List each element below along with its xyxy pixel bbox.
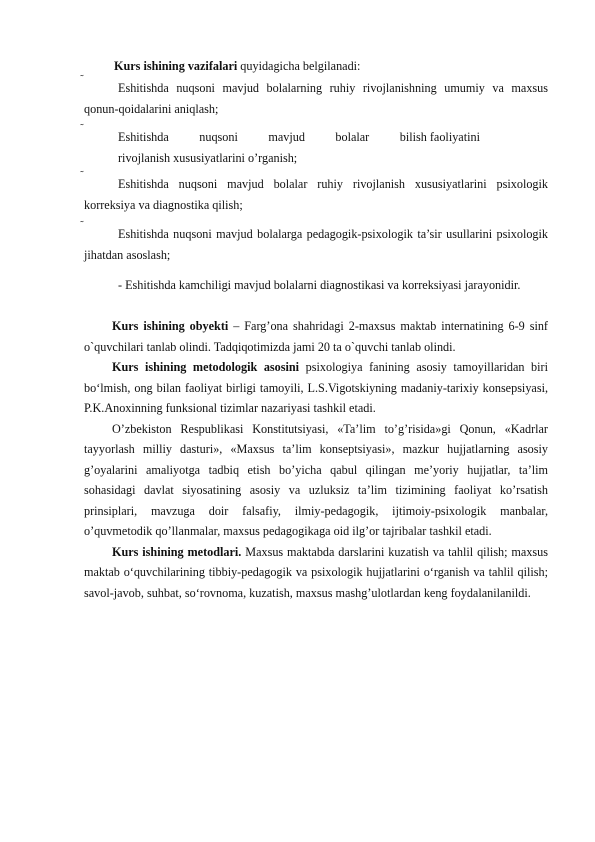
task-text: Eshitishda nuqsoni mavjud bolalarga pedagogik-psixologik ta’sir usullarini psixologik jihatdan asoslash; bbox=[84, 227, 548, 262]
task-text-line2: rivojlanish xususiyatlarini o’rganish; bbox=[118, 150, 298, 165]
paragraph-heading: Kurs ishining metodlari. bbox=[112, 544, 242, 559]
task-item-2 bbox=[80, 122, 548, 168]
task-item-3 bbox=[80, 169, 548, 215]
intro-text: quyidagicha belgilanadi: bbox=[237, 59, 361, 73]
task-text: - Eshitishda kamchiligi mavjud bolalarni diagnostikasi va korreksiyasi jarayonidir. bbox=[118, 278, 521, 292]
task-item-4 bbox=[80, 219, 548, 265]
bullet-tilde-icon: ˜ bbox=[80, 169, 84, 181]
task-word: mavjud bbox=[268, 130, 305, 144]
paragraph-methodology bbox=[84, 357, 548, 419]
task-word: bilish faoliyatini bbox=[399, 130, 480, 144]
tasks-heading: Kurs ishining vazifalari bbox=[114, 59, 238, 73]
task-text-line1 bbox=[84, 127, 480, 148]
paragraph-text: – Farg’ona shahridagi 2-maxsus maktab internatining 6-9 sinf o`quvchilari tanlab olindi. Tadqiqotimizda jami 20 ta o`quvchi tanlab olindi. bbox=[84, 319, 548, 354]
paragraph-text: Maxsus maktabda darslarini kuzatish va tahlil qilish; maxsus maktab o‘quvchilarining tibbiy-pedagogik va psixologik hujjatlarini o‘rganish va tahlil qilish; savol-javob, suhbat, so‘rovnoma, kuzatish, maxsus mashg’ulotlardan keng foydalanilanildi. bbox=[84, 544, 548, 600]
task-text: Eshitishda nuqsoni mavjud bolalarning ruhiy rivojlanishning umumiy va maxsus qonun-qoidalarini aniqlash; bbox=[84, 81, 548, 116]
paragraph-object bbox=[84, 316, 548, 357]
paragraph-legal-basis bbox=[84, 419, 548, 542]
task-word: Eshitishda bbox=[118, 130, 169, 144]
bullet-tilde-icon: ˜ bbox=[80, 73, 84, 85]
task-item-5 bbox=[84, 275, 548, 296]
bullet-tilde-icon: ˜ bbox=[80, 219, 84, 231]
paragraph-methods bbox=[84, 542, 548, 604]
task-item-1 bbox=[80, 73, 548, 119]
task-word: bolalar bbox=[335, 130, 370, 144]
bullet-tilde-icon: ˜ bbox=[80, 122, 84, 134]
task-text: Eshitishda nuqsoni mavjud bolalar ruhiy rivojlanish xususiyatlarini psixologik korreksiya va diagnostika qilish; bbox=[84, 177, 548, 212]
paragraph-heading: Kurs ishining obyekti bbox=[112, 319, 229, 333]
paragraph-heading: Kurs ishining metodologik asosini bbox=[112, 360, 300, 374]
paragraph-text: O’zbekiston Respublikasi Konstitutsiyasi, «Ta’lim to’g’risida»gi Qonun, «Kadrlar tayyorlash milliy dasturi», «Maxsus ta’lim konseptsiyasi», mazkur hujjatlarning asosiy g’oyalarini amaliyotga tadbiq etish bo’yicha qabul qilingan me’yoriy hujjatlar, ta’lim sohasidagi davlat siyosatining asosiy va uzluksiz ta’lim tizimining faoliyat ko’rsatish prinsiplari, mavzuga doir falsafiy, ilmiy-pedagogik, ijtimoiy-psixologik manbalar, o’quvmetodik qo’llanmalar, maxsus pedagogikaga oid ilg’or tajribalar tashkil etadi. bbox=[84, 421, 548, 538]
paragraph-text: psixologiya fanining asosiy tamoyillaridan biri bo‘lmish, ong bilan faoliyat birligi tamoyili, L.S.Vigotskiyning madaniy-tarixiy konsepsiyasi, P.K.Anoxinning funksional tizimlar nazariyasi tashkil etadi. bbox=[84, 360, 548, 415]
intro-line bbox=[84, 56, 548, 77]
task-word: nuqsoni bbox=[199, 130, 238, 144]
body-text bbox=[84, 316, 548, 603]
